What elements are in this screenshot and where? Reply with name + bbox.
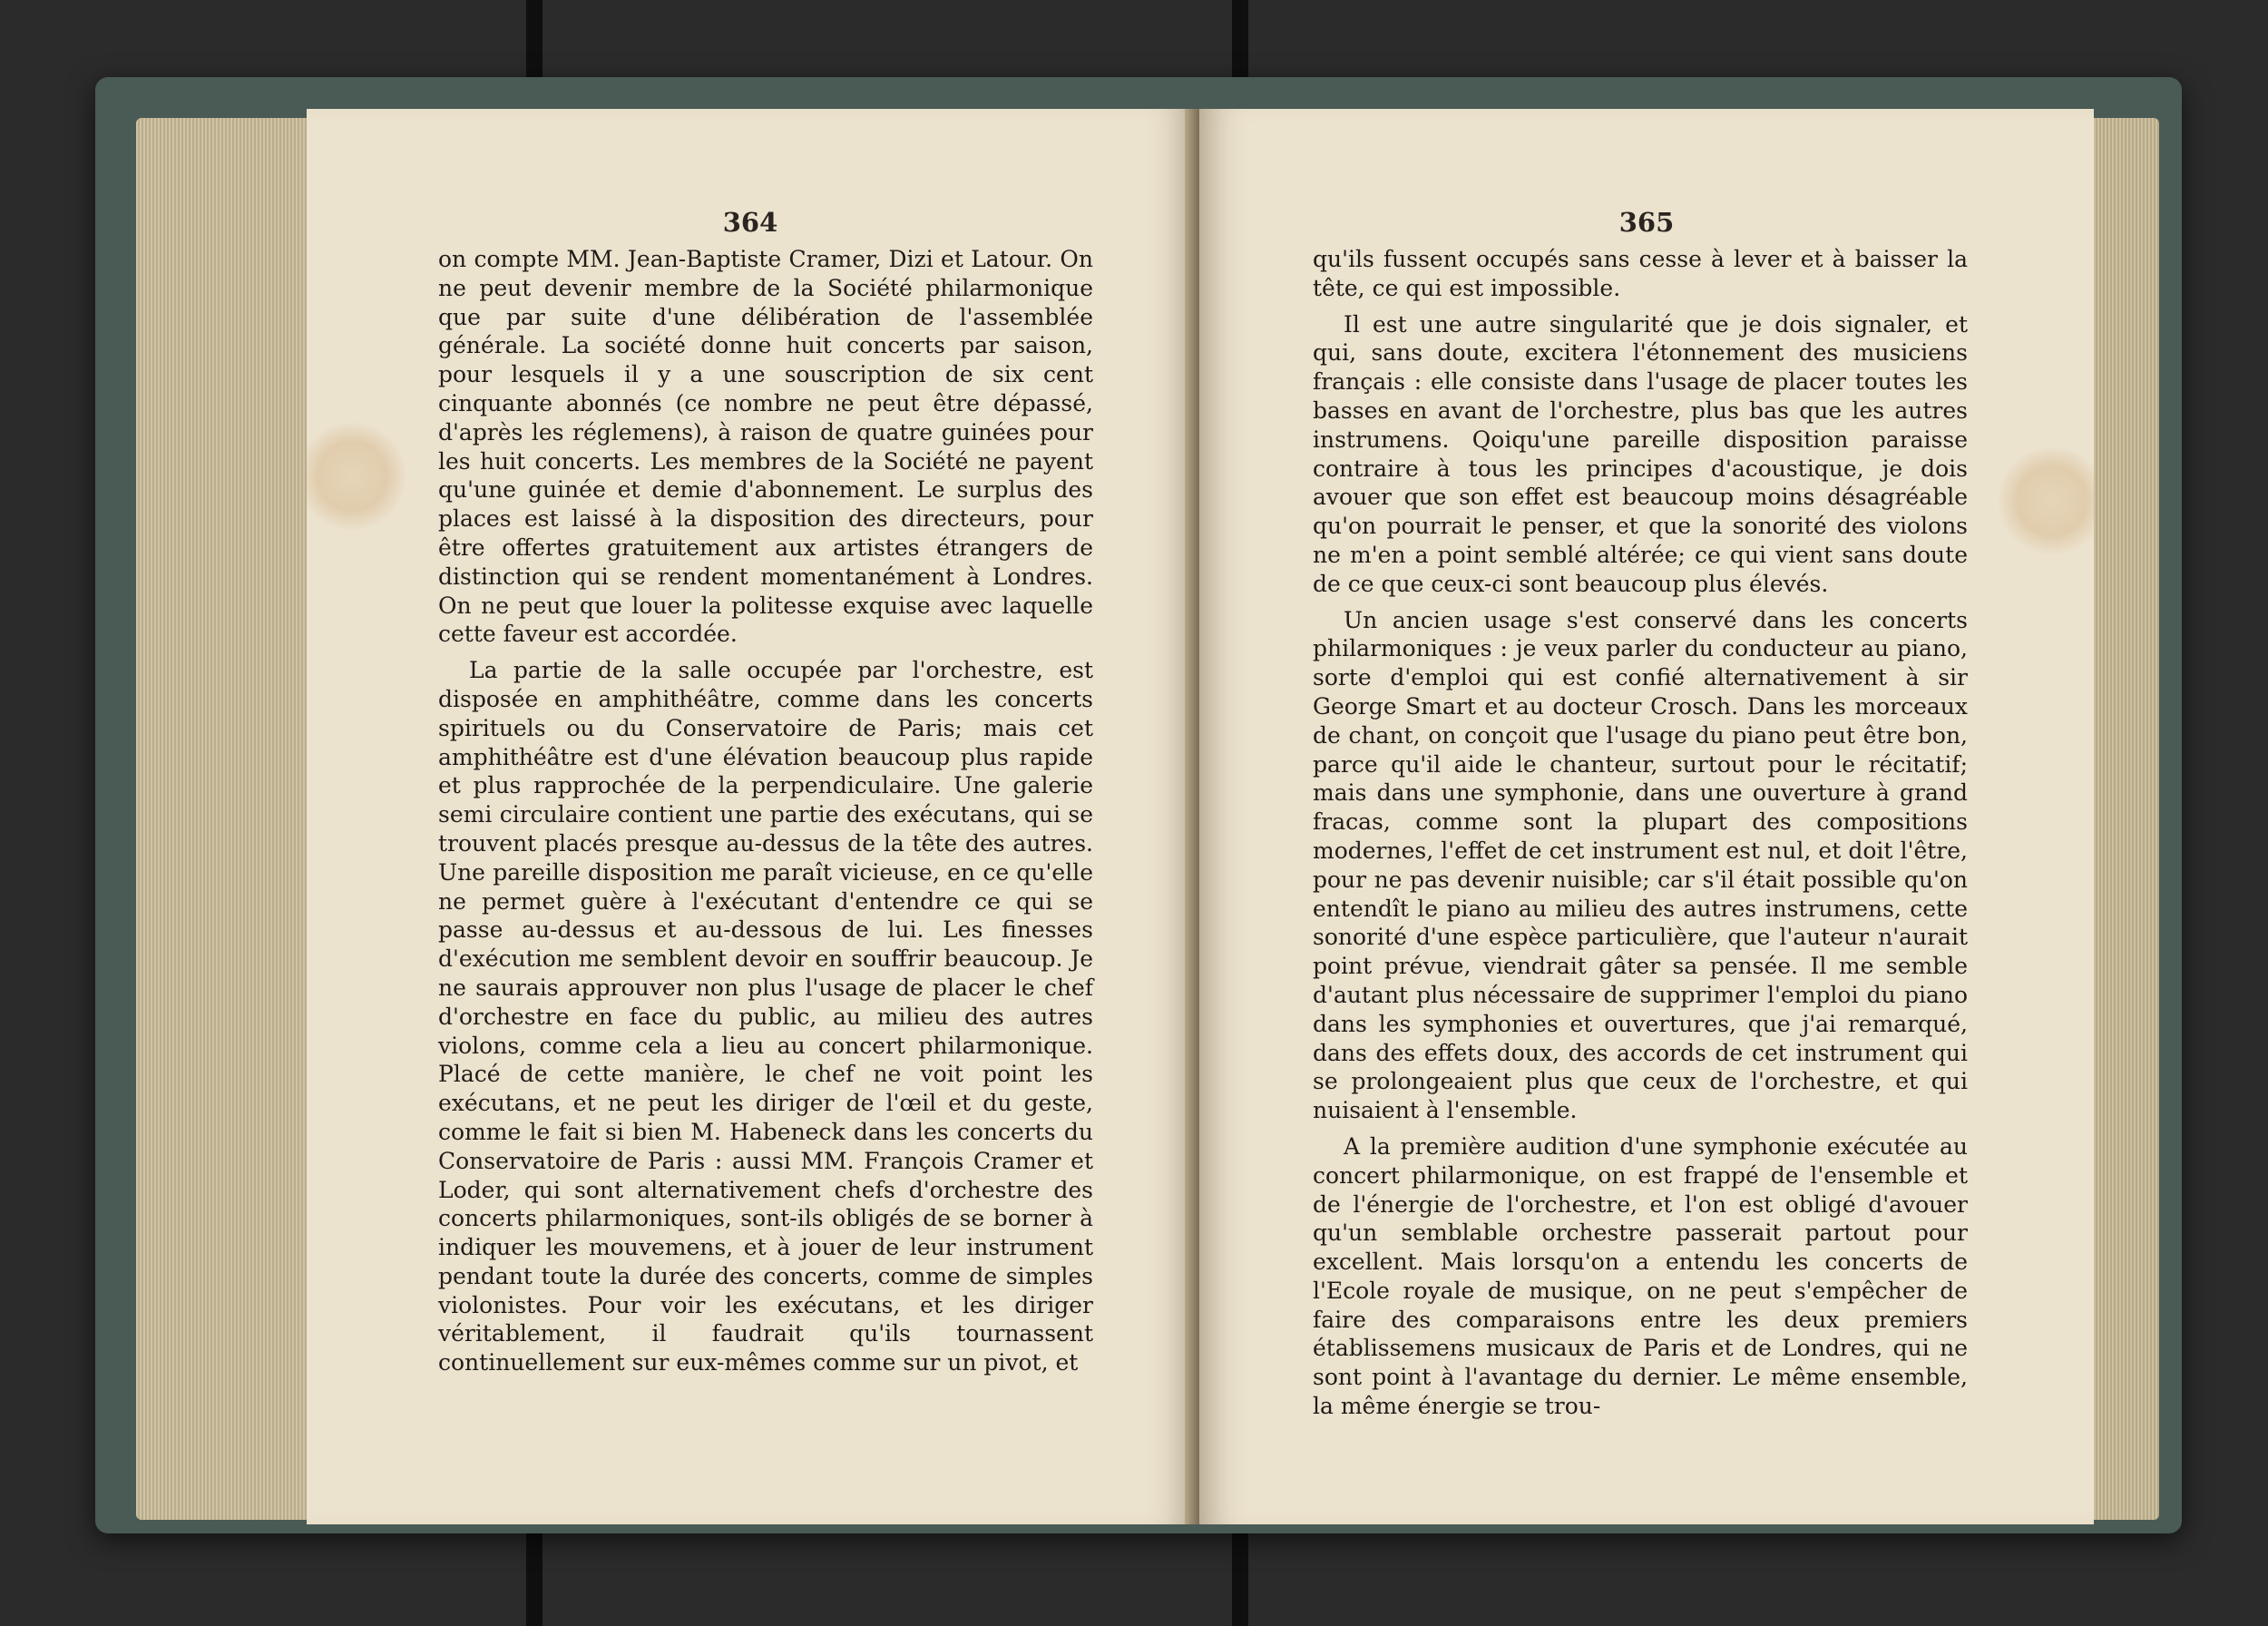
page-edges-left <box>136 118 318 1520</box>
left-text-column <box>438 245 1093 1385</box>
page-number-left: 364 <box>722 207 778 238</box>
paragraph: Un ancien usage s'est conservé dans les concerts philarmoniques : je veux parler du conducteur au piano, sorte d'emploi qui est confié alternativement à sir George Smart et au docteur Crosch. Dans les morceaux de chant, on conçoit que l'usage du piano peut être bon, parce qu'il aide le chanteur, surtout pour le récitatif; mais dans une symphonie, dans une ouverture à grand fracas, comme sont la plupart des compositions modernes, l'effet de cet instrument est nul, et doit l'être, pour ne pas devenir nuisible; car s'il était possible qu'on entendît le piano au milieu des autres instrumens, cette sonorité d'une espèce particulière, que l'auteur n'aurait point prévue, viendrait gâter sa pensée. Il me semble d'autant plus nécessaire de supprimer l'emploi du piano dans les symphonies et ouvertures, que j'ai remarqué, dans des effets doux, des accords de cet instrument qui se prolongeaient plus que ceux de l'orchestre, et qui nuisaient à l'ensemble. <box>1313 606 1968 1124</box>
paragraph: A la première audition d'une symphonie exécutée au concert philarmonique, on est frappé de l'ensemble et de l'énergie de l'orchestre, et l'on est obligé d'avouer qu'un semblable orchestre passerait partout pour excellent. Mais lorsqu'on a entendu les concerts de l'Ecole royale de musique, on ne peut s'empêcher de faire des comparaisons entre les deux premiers établissemens musicaux de Paris et de Londres, qui ne sont point à l'avantage du dernier. Le même ensemble, la même énergie se trou- <box>1313 1132 1968 1420</box>
paragraph: La partie de la salle occupée par l'orchestre, est disposée en amphithéâtre, comme dans les concerts spirituels ou du Conservatoire de Paris; mais cet amphithéâtre est d'une élévation beaucoup plus rapide et plus rapprochée de la perpendiculaire. Une galerie semi circulaire contient une partie des exécutans, qui se trouvent placés presque au-dessus de la tête des autres. Une pareille disposition me paraît vicieuse, en ce qu'elle ne permet guère à l'exécutant d'entendre ce qui se passe au-dessus et au-dessous de lui. Les finesses d'exécution me semblent devoir en souffrir beaucoup. Je ne saurais approuver non plus l'usage de placer le chef d'orchestre en face du public, au milieu des autres violons, comme cela a lieu au concert philarmonique. Placé de cette manière, le chef ne voit point les exécutans, et ne peut les diriger de l'œil et du geste, comme le fait si bien M. Habeneck dans les concerts du Conservatoire de Paris : aussi MM. François Cramer et Loder, qui sont alternativement chefs d'orchestre des concerts philarmoniques, sont-ils obligés de se borner à indiquer les mouvemens, et à jouer de leur instrument pendant toute la durée des concerts, comme de simples violonistes. Pour voir les exécutans, et les diriger véritablement, il faudrait qu'ils tournassent continuellement sur eux-mêmes comme sur un pivot, et <box>438 657 1093 1376</box>
paper-stain <box>1998 446 2094 555</box>
paragraph: Il est une autre singularité que je dois signaler, et qui, sans doute, excitera l'étonnement des musiciens français : elle consiste dans l'usage de placer toutes les basses en avant de l'orchestre, plus bas que les autres instrumens. Qoiqu'une pareille disposition paraisse contraire à tous les principes d'acoustique, je dois avouer que son effet est beaucoup moins désagréable qu'on pourrait le penser, et que la sonorité des violons ne m'en a point semblé altérée; ce qui vient sans doute de ce que ceux-ci sont beaucoup plus élevés. <box>1313 310 1968 597</box>
right-text-column <box>1313 245 1968 1428</box>
paragraph: on compte MM. Jean-Baptiste Cramer, Dizi et Latour. On ne peut devenir membre de la Société philarmonique que par suite d'une délibération de l'assemblée générale. La société donne huit concerts par saison, pour lesquels il y a une souscription de six cent cinquante abonnés (ce nombre ne peut être dépassé, d'après les réglemens), à raison de quatre guinées pour les huit concerts. Les membres de la Société ne payent qu'une guinée et demie d'abonnement. Le surplus des places est laissé à la disposition des directeurs, pour être offertes gratuitement aux artistes étrangers de distinction qui se rendent momentanément à Londres. On ne peut que louer la politesse exquise avec laquelle cette faveur est accordée. <box>438 246 1093 648</box>
right-page <box>1199 109 2094 1524</box>
paragraph: qu'ils fussent occupés sans cesse à lever et à baisser la tête, ce qui est impossible. <box>1313 246 1968 301</box>
left-page <box>307 109 1194 1524</box>
page-number-right: 365 <box>1618 207 1675 238</box>
paper-stain <box>307 422 406 531</box>
